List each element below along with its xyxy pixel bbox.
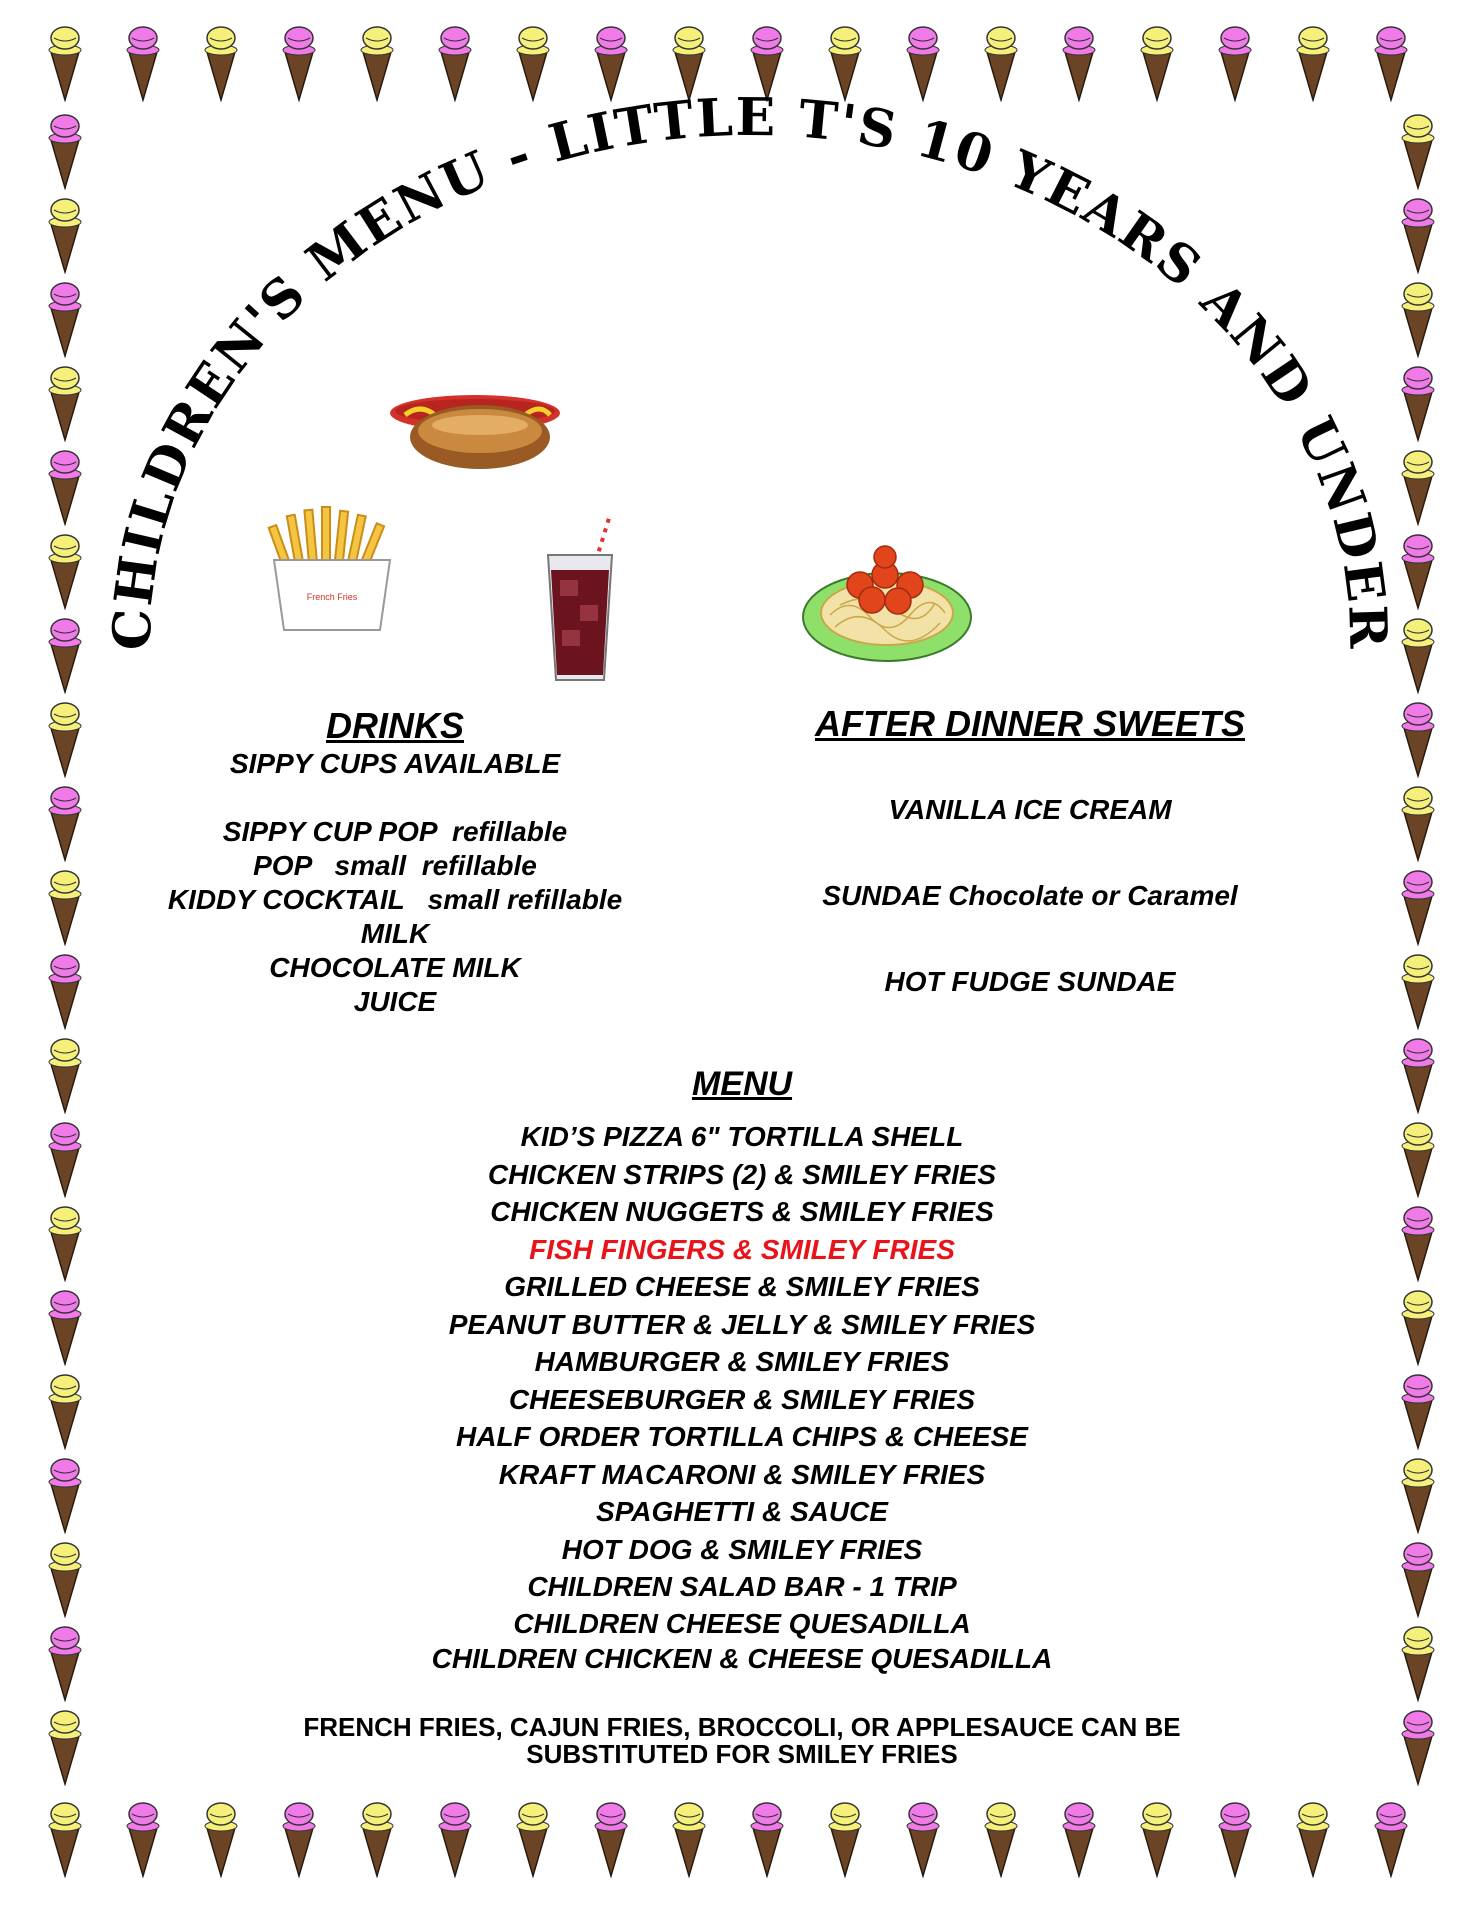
ice-cream-cone-icon <box>825 1800 865 1878</box>
drinks-line: CHOCOLATE MILK <box>269 952 521 983</box>
menu-list <box>0 1118 1484 1676</box>
menu-title: CHILDREN'S MENU - LITTLE T'S 10 YEARS AND UNDER <box>101 86 1399 651</box>
menu-item: CHILDREN SALAD BAR - 1 TRIP <box>527 1571 957 1602</box>
arched-title <box>0 0 1484 700</box>
sweets-item: SUNDAE Chocolate or Caramel <box>822 880 1238 911</box>
menu-item-highlighted: FISH FINGERS & SMILEY FRIES <box>529 1233 955 1265</box>
menu-item: HALF ORDER TORTILLA CHIPS & CHEESE <box>456 1421 1028 1452</box>
menu-item: GRILLED CHEESE & SMILEY FRIES <box>504 1271 980 1302</box>
drinks-heading: DRINKS <box>325 705 464 746</box>
ice-cream-cone-icon <box>1371 1800 1411 1878</box>
ice-cream-cone-icon <box>45 952 85 1030</box>
ice-cream-cone-icon <box>1398 700 1438 778</box>
menu-heading: MENU <box>691 1065 793 1103</box>
svg-text:French Fries: French Fries <box>306 592 358 602</box>
menu-item: HAMBURGER & SMILEY FRIES <box>534 1346 950 1377</box>
hot-dog-icon <box>385 375 565 475</box>
drinks-list <box>130 747 660 1019</box>
ice-cream-cone-icon <box>591 1800 631 1878</box>
note-line: FRENCH FRIES, CAJUN FRIES, BROCCOLI, OR APPLESAUCE CAN BE <box>303 1712 1181 1742</box>
menu-item: KID’S PIZZA 6" TORTILLA SHELL <box>520 1121 964 1152</box>
menu-item: CHILDREN CHICKEN & CHEESE QUESADILLA <box>431 1642 1053 1674</box>
menu-item: PEANUT BUTTER & JELLY & SMILEY FRIES <box>448 1308 1036 1340</box>
sweets-item: VANILLA ICE CREAM <box>888 794 1172 825</box>
soda-cup-icon <box>540 510 620 685</box>
ice-cream-cone-icon <box>45 784 85 862</box>
ice-cream-cone-icon <box>357 1800 397 1878</box>
menu-item: CHICKEN STRIPS (2) & SMILEY FRIES <box>487 1158 997 1190</box>
ice-cream-cone-icon <box>279 1800 319 1878</box>
ice-cream-cone-icon <box>981 1800 1021 1878</box>
menu-item: SPAGHETTI & SAUCE <box>596 1496 888 1527</box>
menu-item: CHILDREN CHEESE QUESADILLA <box>513 1607 971 1639</box>
substitution-note <box>0 1714 1484 1768</box>
menu-item: CHICKEN NUGGETS & SMILEY FRIES <box>490 1196 994 1227</box>
ice-cream-cone-icon <box>1293 1800 1333 1878</box>
ice-cream-cone-icon <box>1215 1800 1255 1878</box>
ice-cream-cone-icon <box>45 1800 85 1878</box>
ice-cream-cone-icon <box>513 1800 553 1878</box>
sweets-item: HOT FUDGE SUNDAE <box>884 966 1176 997</box>
drinks-line: SIPPY CUPS AVAILABLE <box>229 748 561 779</box>
ice-cream-cone-icon <box>201 1800 241 1878</box>
ice-cream-cone-icon <box>1059 1800 1099 1878</box>
drinks-line: SIPPY CUP POP refillable <box>222 816 568 847</box>
ice-cream-cone-icon <box>1137 1800 1177 1878</box>
ice-cream-cone-icon <box>123 1800 163 1878</box>
french-fries-icon <box>262 505 402 635</box>
ice-cream-cone-icon <box>903 1800 943 1878</box>
spaghetti-plate-icon <box>800 535 975 665</box>
note-line: SUBSTITUTED FOR SMILEY FRIES <box>526 1739 958 1769</box>
ice-cream-cone-icon <box>435 1800 475 1878</box>
menu-item: CHEESEBURGER & SMILEY FRIES <box>508 1383 976 1415</box>
ice-cream-cone-icon <box>45 868 85 946</box>
drinks-line: KIDDY COCKTAIL small refillable <box>167 884 623 915</box>
ice-cream-cone-icon <box>1398 868 1438 946</box>
ice-cream-cone-icon <box>747 1800 787 1878</box>
drinks-line: JUICE <box>353 986 437 1017</box>
drinks-line: POP small refillable <box>253 850 537 881</box>
drinks-spacer <box>130 781 660 815</box>
menu-item: KRAFT MACARONI & SMILEY FRIES <box>498 1458 986 1490</box>
sweets-heading: AFTER DINNER SWEETS <box>814 703 1245 744</box>
ice-cream-cone-icon <box>1398 784 1438 862</box>
drinks-line: MILK <box>360 918 430 949</box>
ice-cream-cone-icon <box>1398 952 1438 1030</box>
menu-item: HOT DOG & SMILEY FRIES <box>561 1533 923 1565</box>
ice-cream-cone-icon <box>45 700 85 778</box>
ice-cream-cone-icon <box>669 1800 709 1878</box>
sweets-list <box>770 793 1290 999</box>
